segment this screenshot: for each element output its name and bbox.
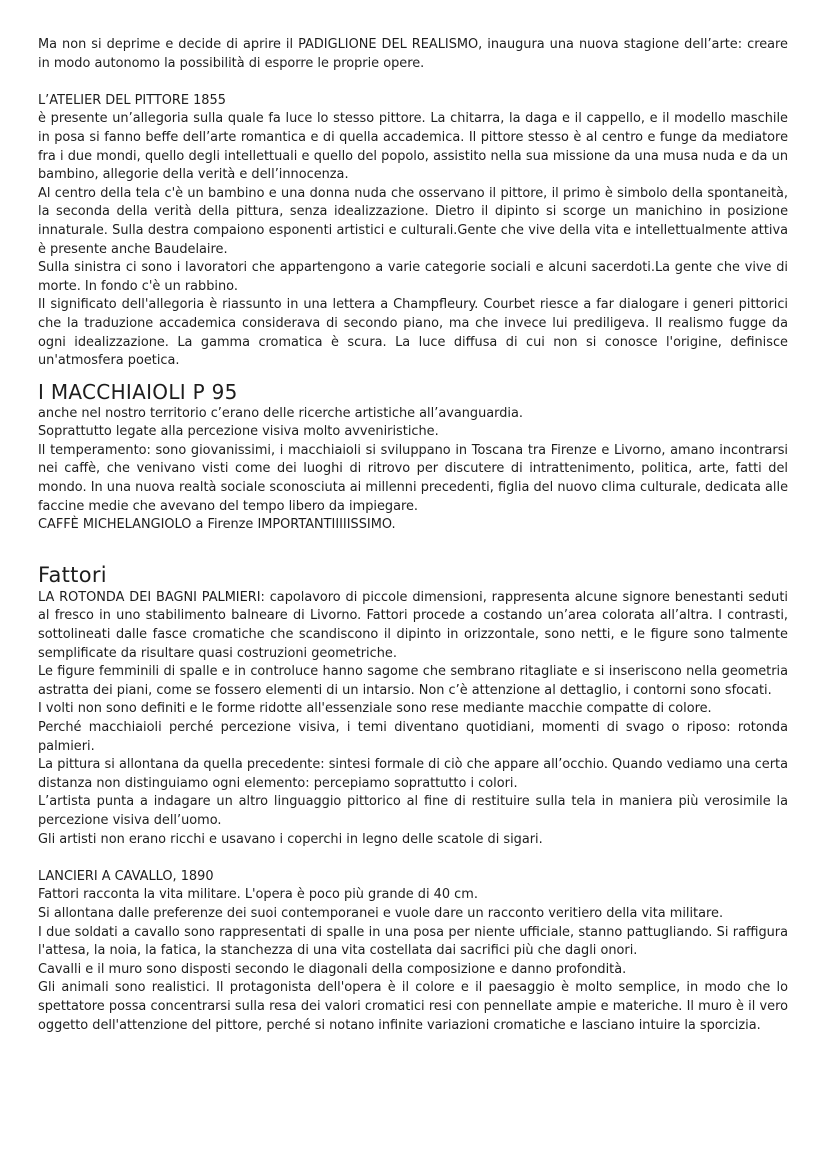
fattori-heading: Fattori (38, 562, 107, 587)
document-page (38, 36, 788, 1035)
macchiaioli-paragraph: Il temperamento: sono giovanissimi, i macchiaioli si sviluppano in Toscana tra Firenze e Livorno, amano incontrarsi nei caffè, che venivano visti come dei luoghi di ritrovo per discutere di intrattenimento, politica, arte, fatti del mondo. In una nuova realtà sociale sconosciuta ai millenni precedenti, figlia del nuovo clima culturale, dedicata alle faccine medie che avevano del tempo libero da impiegare. (38, 442, 788, 514)
fattori-paragraph: Gli artisti non erano ricchi e usavano i coperchi in legno delle scatole di sigari. (38, 831, 543, 847)
lancieri-paragraph: I due soldati a cavallo sono rappresentati di spalle in una posa per niente ufficiale, stanno pattugliando. Si raffigura l'attesa, la noia, la fatica, la stanchezza di una vita costellata dai sacrifici più che dagli onori. (38, 924, 788, 959)
lancieri-paragraph: Si allontana dalle preferenze dei suoi contemporanei e vuole dare un racconto veritiero della vita militare. (38, 905, 724, 921)
fattori-paragraph: L’artista punta a indagare un altro linguaggio pittorico al fine di restituire sulla tela in maniera più verosimile la percezione visiva dell’uomo. (38, 794, 788, 828)
macchiaioli-paragraph: anche nel nostro territorio c’erano delle ricerche artistiche all’avanguardia. (38, 405, 523, 421)
fattori-paragraph: La pittura si allontana da quella precedente: sintesi formale di ciò che appare all’occhio. Quando vediamo una certa distanza non distinguiamo ogni elemento: percepiamo soprattutto i colori. (38, 757, 788, 791)
spacer (38, 73, 788, 92)
lancieri-paragraph: Gli animali sono realistici. Il protagonista dell'opera è il colore e il paesaggio è molto semplice, in modo che lo spettatore possa concentrarsi sulla resa dei valori cromatici resi con pennellate ampie e materiche. Il muro è il vero oggetto dell'attenzione del pittore, perché si notano infinite variazioni cromatiche e lasciano intuire la sporcizia. (38, 980, 788, 1033)
lancieri-paragraph: Cavalli e il muro sono disposti secondo le diagonali della composizione e danno profondità. (38, 961, 627, 977)
lancieri-title: LANCIERI A CAVALLO, 1890 (38, 868, 214, 884)
atelier-paragraph: Al centro della tela c'è un bambino e una donna nuda che osservano il pittore, il primo è simbolo della spontaneità, la seconda della verità della pittura, senza idealizzazione. Dietro il dipinto si scorge un manichino in posizione innaturale. Sulla destra compaiono esponenti artistici e culturali.Gente che vive della vita e intellettualmente attiva è presente anche Baudelaire. (38, 185, 788, 257)
fattori-paragraph: Le figure femminili di spalle e in controluce hanno sagome che sembrano ritagliate e si inseriscono nella geometria astratta dei piani, come se fossero elementi di un intarsio. Non c’è attenzione al dettaglio, i contorni sono sfocati. (38, 664, 788, 698)
atelier-title: L’ATELIER DEL PITTORE 1855 (38, 92, 226, 108)
spacer (38, 849, 788, 868)
fattori-paragraph: LA ROTONDA DEI BAGNI PALMIERI: capolavoro di piccole dimensioni, rappresenta alcune signore benestanti seduti al fresco in uno stabilimento balneare di Livorno. Fattori procede a costando un’area colorata all’altra. I contrasti, sottolineati dalle fasce cromatiche che scandiscono il dipinto in orizzontale, sono netti, e le figure sono talmente semplificate da risultare quasi costruzioni geometriche. (38, 589, 788, 661)
macchiaioli-heading: I MACCHIAIOLI P 95 (38, 379, 238, 404)
atelier-paragraph: Sulla sinistra ci sono i lavoratori che appartengono a varie categorie sociali e alcuni sacerdoti.La gente che vive di morte. In fondo c'è un rabbino. (38, 260, 788, 294)
atelier-paragraph: Il significato dell'allegoria è riassunto in una lettera a Champfleury. Courbet riesce a far dialogare i generi pittorici che la traduzione accademica considerava di secondo piano, ma che invece lui prediligeva. Il realismo fugge da ogni idealizzazione. La gamma cromatica è scura. La luce diffusa di cui non si conosce l'origine, definisce un'atmosfera poetica. (38, 297, 788, 369)
atelier-paragraph: è presente un’allegoria sulla quale fa luce lo stesso pittore. La chitarra, la daga e il cappello, e il modello maschile in posa si fanno beffe dell’arte romantica e di quella accademica. Il pittore stesso è al centro e funge da mediatore fra i due mondi, quello degli intellettuali e quello del popolo, assistito nella sua missione da una musa nuda e da un bambino, allegorie della verità e dell’innocenza. (38, 111, 788, 183)
fattori-paragraph: Perché macchiaioli perché percezione visiva, i temi diventano quotidiani, momenti di svago o riposo: rotonda palmieri. (38, 720, 788, 754)
fattori-paragraph: I volti non sono definiti e le forme ridotte all'essenziale sono rese mediante macchie compatte di colore. (38, 701, 712, 717)
macchiaioli-paragraph: CAFFÈ MICHELANGIOLO a Firenze IMPORTANTIIIIISSIMO. (38, 517, 396, 533)
intro-paragraph: Ma non si deprime e decide di aprire il PADIGLIONE DEL REALISMO, inaugura una nuova stagione dell’arte: creare in modo autonomo la possibilità di esporre le proprie opere. (38, 37, 788, 71)
macchiaioli-paragraph: Soprattutto legate alla percezione visiva molto avveniristiche. (38, 424, 439, 440)
lancieri-paragraph: Fattori racconta la vita militare. L'opera è poco più grande di 40 cm. (38, 887, 478, 903)
